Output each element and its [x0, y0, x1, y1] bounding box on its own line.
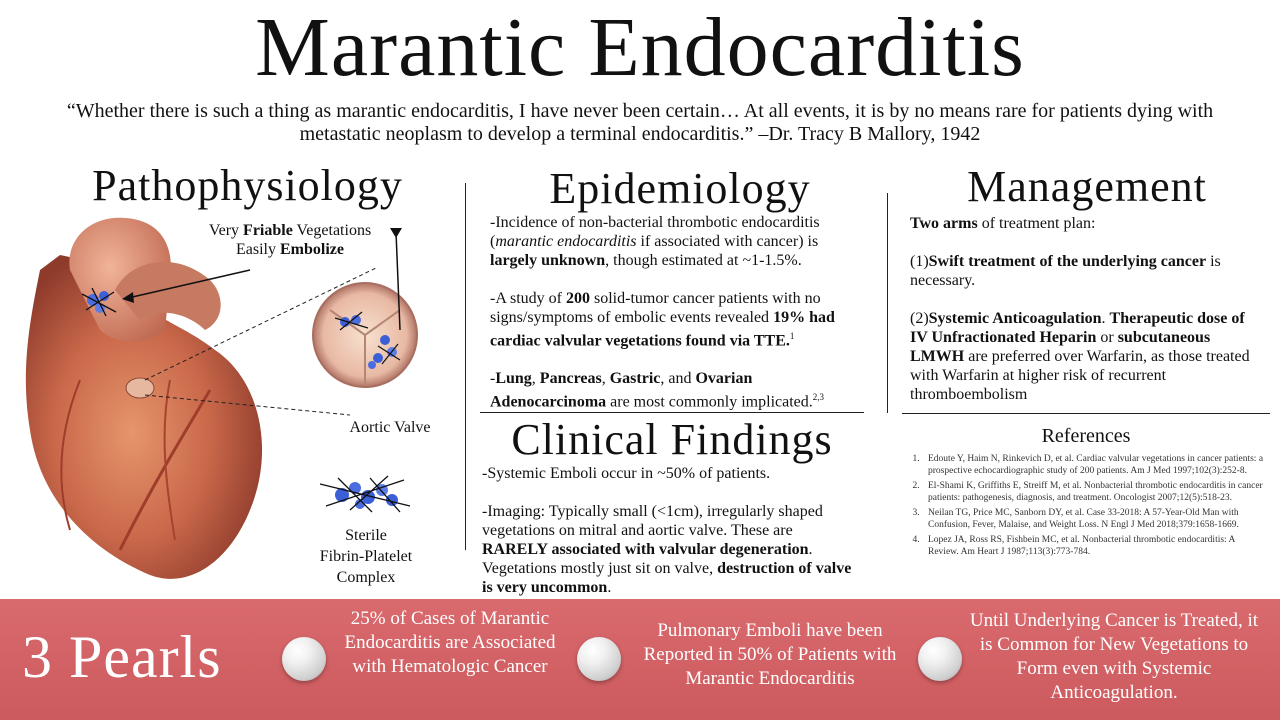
pearl-icon — [918, 637, 962, 681]
divider-right — [887, 193, 888, 413]
reference-item: 3. Neilan TG, Price MC, Sanborn DY, et al. Case 33-2018: A 57-Year-Old Man with Confusion, Fever, Malaise, and Weight Loss. N Engl J Med 2018;379:1658-1669. — [922, 508, 1264, 531]
clinical-findings-heading: Clinical Findings — [511, 415, 833, 464]
page-title: Marantic Endocarditis — [255, 1, 1025, 94]
fibrin-platelet-complex-icon — [320, 476, 410, 512]
management-heading: Management — [967, 162, 1207, 211]
clinical-findings-body: -Systemic Emboli occur in ~50% of patients. -Imaging: Typically small (<1cm), irregularly shaped vegetations on mitral and aortic valve. These are RARELY associated with valvular degeneration. Vegetations mostly just sit on valve, destruction of valve is very uncommon. — [482, 465, 852, 596]
pearl-text-2: Pulmonary Emboli have been Reported in 50% of Patients with Marantic Endocarditis — [643, 620, 897, 689]
management-body: Two arms of treatment plan: (1)Swift treatment of the underlying cancer is necessary. (2)Systemic Anticoagulation. Therapeutic dose of IV Unfractionated Heparin or subcutaneous LMWH are preferred over Warfarin, as those treated with Warfarin at higher risk of recurrent thromboembolism — [910, 215, 1250, 403]
pearls-heading: 3 Pearls — [22, 624, 222, 690]
reference-item: 1. Edoute Y, Haim N, Rinkevich D, et al. Cardiac valvular vegetations in cancer patients: a prospective echocardiographic study of 200 patients. Am J Med 1997;102(3):252-8. — [922, 454, 1264, 477]
reference-item: 4. Lopez JA, Ross RS, Fishbein MC, et al. Nonbacterial thrombotic endocarditis: A Review. Am Heart J 1987;113(3):773-784. — [922, 535, 1264, 558]
fibrin-platelet-complex-label: Sterile Fibrin-Platelet Complex — [319, 527, 413, 586]
reference-item: 2. El-Shami K, Griffiths E, Streiff M, et al. Nonbacterial thrombotic endocarditis in cancer patients: pathogenesis, diagnosis, and treatment. Oncologist 2007;12(5):518-23. — [922, 481, 1264, 504]
pearl-icon — [577, 637, 621, 681]
references-list — [902, 454, 1264, 558]
epidemiology-body: -Incidence of non-bacterial thrombotic endocarditis (marantic endocarditis if associated with cancer) is largely unknown, though estimated at ~1-1.5%. -A study of 200 solid-tumor cancer patients with no signs/symptoms of embolic events revealed 19% had cardiac valvular vegetations found via TTE.$^1$ -Lung, Pancreas, Gastric, and Ovarian Adenocarcinoma are most commonly implicated.$^{2,3}$ — [490, 214, 835, 411]
pathophysiology-heading: Pathophysiology — [92, 161, 403, 210]
pearl-text-3: Until Underlying Cancer is Treated, it is Common for New Vegetations to Form even with Systemic Anticoagulation. — [969, 610, 1259, 703]
divider-references — [902, 413, 1270, 414]
divider-clinical — [480, 412, 864, 413]
aortic-valve-label: Aortic Valve — [349, 419, 431, 436]
mallory-quote: “Whether there is such a thing as marantic endocarditis, I have never been certain… At all events, it is by no means rare for patients dying with metastatic neoplasm to develop a terminal endocarditis.” –Dr. Tracy B Mallory, 1942 — [66, 100, 1214, 145]
vegetation-label: Very Friable Vegetations Easily Embolize — [208, 222, 372, 258]
references-heading: References — [1041, 425, 1131, 447]
references-list-container — [902, 454, 1264, 596]
pearls-banner — [0, 599, 1280, 720]
epidemiology-heading: Epidemiology — [549, 164, 811, 213]
pearl-icon — [282, 637, 326, 681]
pearl-text-1: 25% of Cases of Marantic Endocarditis are Associated with Hematologic Cancer — [344, 608, 556, 677]
